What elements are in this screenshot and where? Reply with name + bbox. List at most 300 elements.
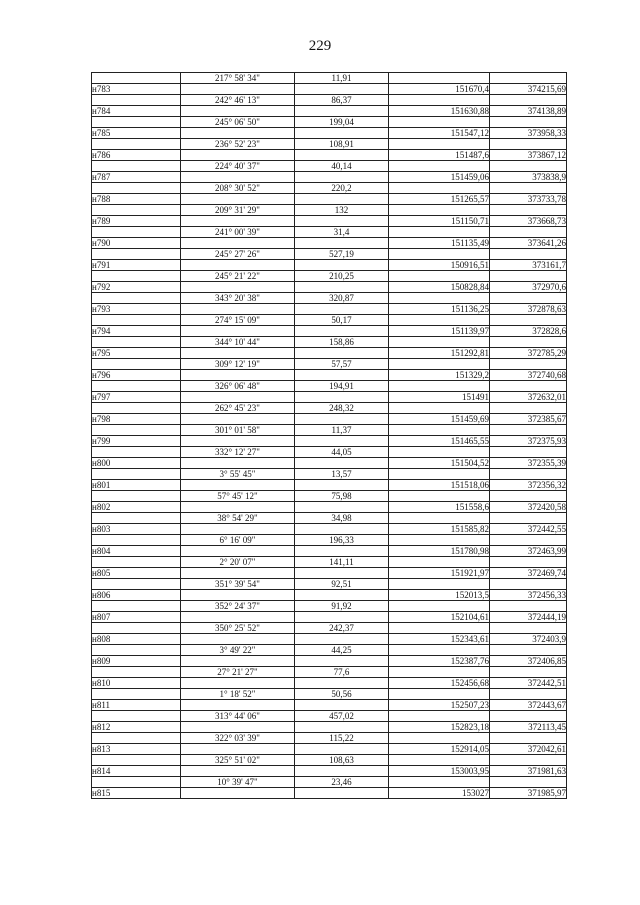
distance-cell xyxy=(295,612,389,623)
angle-cell xyxy=(181,502,295,513)
y-coordinate-cell: 373161,7 xyxy=(490,260,567,271)
angle-cell: 2° 20' 07" xyxy=(181,557,295,568)
distance-cell xyxy=(295,590,389,601)
x-coordinate-cell xyxy=(389,403,490,414)
angle-cell: 1° 18' 52" xyxy=(181,689,295,700)
distance-cell xyxy=(295,172,389,183)
y-coordinate-cell xyxy=(490,425,567,436)
table-row xyxy=(92,700,567,711)
angle-cell: 343° 20' 38" xyxy=(181,293,295,304)
y-coordinate-cell xyxy=(490,557,567,568)
distance-cell xyxy=(295,106,389,117)
distance-cell: 23,46 xyxy=(295,777,389,788)
distance-cell: 44,05 xyxy=(295,447,389,458)
table-row xyxy=(92,150,567,161)
y-coordinate-cell xyxy=(490,689,567,700)
x-coordinate-cell xyxy=(389,535,490,546)
point-cell: н803 xyxy=(92,524,181,535)
table-row xyxy=(92,238,567,249)
point-cell xyxy=(92,249,181,260)
point-cell xyxy=(92,315,181,326)
angle-cell xyxy=(181,634,295,645)
distance-cell xyxy=(295,348,389,359)
y-coordinate-cell xyxy=(490,95,567,106)
point-cell: н784 xyxy=(92,106,181,117)
angle-cell: 245° 27' 26" xyxy=(181,249,295,260)
table-row xyxy=(92,656,567,667)
distance-cell: 320,87 xyxy=(295,293,389,304)
x-coordinate-cell xyxy=(389,139,490,150)
angle-cell xyxy=(181,282,295,293)
angle-cell: 313° 44' 06" xyxy=(181,711,295,722)
angle-cell: 322° 03' 39" xyxy=(181,733,295,744)
x-coordinate-cell xyxy=(389,183,490,194)
table-row xyxy=(92,546,567,557)
distance-cell xyxy=(295,238,389,249)
y-coordinate-cell: 372420,58 xyxy=(490,502,567,513)
x-coordinate-cell: 151921,97 xyxy=(389,568,490,579)
y-coordinate-cell: 372740,68 xyxy=(490,370,567,381)
point-cell: н807 xyxy=(92,612,181,623)
point-cell: н797 xyxy=(92,392,181,403)
point-cell xyxy=(92,557,181,568)
table-row xyxy=(92,678,567,689)
angle-cell xyxy=(181,546,295,557)
point-cell: н785 xyxy=(92,128,181,139)
x-coordinate-cell xyxy=(389,205,490,216)
x-coordinate-cell: 151518,06 xyxy=(389,480,490,491)
table-row xyxy=(92,326,567,337)
x-coordinate-cell: 151265,57 xyxy=(389,194,490,205)
y-coordinate-cell xyxy=(490,117,567,128)
y-coordinate-cell: 372442,51 xyxy=(490,678,567,689)
point-cell: н796 xyxy=(92,370,181,381)
table-row xyxy=(92,249,567,260)
distance-cell: 91,92 xyxy=(295,601,389,612)
distance-cell xyxy=(295,678,389,689)
x-coordinate-cell: 152456,68 xyxy=(389,678,490,689)
x-coordinate-cell xyxy=(389,645,490,656)
angle-cell xyxy=(181,524,295,535)
angle-cell xyxy=(181,106,295,117)
y-coordinate-cell xyxy=(490,777,567,788)
x-coordinate-cell: 152343,61 xyxy=(389,634,490,645)
distance-cell: 34,98 xyxy=(295,513,389,524)
table-row xyxy=(92,282,567,293)
distance-cell xyxy=(295,436,389,447)
x-coordinate-cell xyxy=(389,73,490,84)
distance-cell: 141,11 xyxy=(295,557,389,568)
distance-cell: 44,25 xyxy=(295,645,389,656)
y-coordinate-cell xyxy=(490,271,567,282)
angle-cell: 208° 30' 52" xyxy=(181,183,295,194)
angle-cell xyxy=(181,744,295,755)
table-row xyxy=(92,612,567,623)
angle-cell: 352° 24' 37" xyxy=(181,601,295,612)
x-coordinate-cell: 151135,49 xyxy=(389,238,490,249)
x-coordinate-cell: 152013,5 xyxy=(389,590,490,601)
point-cell xyxy=(92,579,181,590)
angle-cell: 6° 16' 09" xyxy=(181,535,295,546)
point-cell xyxy=(92,381,181,392)
point-cell: н795 xyxy=(92,348,181,359)
angle-cell: 350° 25' 52" xyxy=(181,623,295,634)
point-cell: н792 xyxy=(92,282,181,293)
x-coordinate-cell xyxy=(389,557,490,568)
x-coordinate-cell xyxy=(389,161,490,172)
x-coordinate-cell xyxy=(389,95,490,106)
angle-cell: 245° 06' 50" xyxy=(181,117,295,128)
x-coordinate-cell xyxy=(389,425,490,436)
x-coordinate-cell xyxy=(389,777,490,788)
x-coordinate-cell: 151136,25 xyxy=(389,304,490,315)
angle-cell: 57° 45' 12" xyxy=(181,491,295,502)
distance-cell: 77,6 xyxy=(295,667,389,678)
table-row xyxy=(92,480,567,491)
table-row xyxy=(92,524,567,535)
table-row xyxy=(92,271,567,282)
y-coordinate-cell: 372632,01 xyxy=(490,392,567,403)
x-coordinate-cell xyxy=(389,293,490,304)
x-coordinate-cell xyxy=(389,491,490,502)
x-coordinate-cell: 151465,55 xyxy=(389,436,490,447)
y-coordinate-cell: 373733,78 xyxy=(490,194,567,205)
table-row xyxy=(92,689,567,700)
point-cell xyxy=(92,73,181,84)
distance-cell: 220,2 xyxy=(295,183,389,194)
x-coordinate-cell: 151547,12 xyxy=(389,128,490,139)
y-coordinate-cell xyxy=(490,623,567,634)
point-cell xyxy=(92,293,181,304)
angle-cell: 209° 31' 29" xyxy=(181,205,295,216)
table-row xyxy=(92,722,567,733)
table-row xyxy=(92,590,567,601)
distance-cell xyxy=(295,392,389,403)
x-coordinate-cell: 151504,52 xyxy=(389,458,490,469)
y-coordinate-cell: 373668,73 xyxy=(490,216,567,227)
distance-cell xyxy=(295,370,389,381)
angle-cell xyxy=(181,436,295,447)
distance-cell: 50,56 xyxy=(295,689,389,700)
angle-cell xyxy=(181,788,295,799)
y-coordinate-cell xyxy=(490,359,567,370)
angle-cell: 344° 10' 44" xyxy=(181,337,295,348)
distance-cell: 242,37 xyxy=(295,623,389,634)
x-coordinate-cell: 152914,05 xyxy=(389,744,490,755)
point-cell xyxy=(92,777,181,788)
distance-cell: 11,91 xyxy=(295,73,389,84)
distance-cell xyxy=(295,546,389,557)
angle-cell xyxy=(181,172,295,183)
y-coordinate-cell: 372443,67 xyxy=(490,700,567,711)
angle-cell: 309° 12' 19" xyxy=(181,359,295,370)
point-cell: н801 xyxy=(92,480,181,491)
x-coordinate-cell xyxy=(389,667,490,678)
x-coordinate-cell xyxy=(389,711,490,722)
x-coordinate-cell: 151459,69 xyxy=(389,414,490,425)
table-row xyxy=(92,359,567,370)
table-row xyxy=(92,502,567,513)
x-coordinate-cell xyxy=(389,117,490,128)
distance-cell: 50,17 xyxy=(295,315,389,326)
angle-cell: 224° 40' 37" xyxy=(181,161,295,172)
point-cell xyxy=(92,227,181,238)
distance-cell xyxy=(295,84,389,95)
y-coordinate-cell: 372469,74 xyxy=(490,568,567,579)
x-coordinate-cell: 152823,18 xyxy=(389,722,490,733)
angle-cell xyxy=(181,326,295,337)
y-coordinate-cell: 374215,69 xyxy=(490,84,567,95)
y-coordinate-cell: 373838,9 xyxy=(490,172,567,183)
angle-cell: 301° 01' 58" xyxy=(181,425,295,436)
y-coordinate-cell xyxy=(490,337,567,348)
y-coordinate-cell xyxy=(490,447,567,458)
page-number: 229 xyxy=(308,38,332,54)
table-row xyxy=(92,337,567,348)
distance-cell: 86,37 xyxy=(295,95,389,106)
y-coordinate-cell xyxy=(490,161,567,172)
y-coordinate-cell xyxy=(490,579,567,590)
distance-cell xyxy=(295,788,389,799)
distance-cell: 75,98 xyxy=(295,491,389,502)
distance-cell: 57,57 xyxy=(295,359,389,370)
point-cell: н794 xyxy=(92,326,181,337)
point-cell xyxy=(92,139,181,150)
point-cell xyxy=(92,755,181,766)
table-row xyxy=(92,304,567,315)
angle-cell xyxy=(181,150,295,161)
y-coordinate-cell: 373641,26 xyxy=(490,238,567,249)
distance-cell xyxy=(295,744,389,755)
y-coordinate-cell: 372406,85 xyxy=(490,656,567,667)
table-row xyxy=(92,667,567,678)
y-coordinate-cell: 374138,89 xyxy=(490,106,567,117)
point-cell: н800 xyxy=(92,458,181,469)
table-row xyxy=(92,733,567,744)
angle-cell: 3° 55' 45" xyxy=(181,469,295,480)
table-row xyxy=(92,403,567,414)
point-cell xyxy=(92,513,181,524)
point-cell: н813 xyxy=(92,744,181,755)
point-cell xyxy=(92,689,181,700)
angle-cell xyxy=(181,656,295,667)
angle-cell: 236° 52' 23" xyxy=(181,139,295,150)
point-cell: н786 xyxy=(92,150,181,161)
table-row xyxy=(92,216,567,227)
table-row xyxy=(92,95,567,106)
table-row xyxy=(92,183,567,194)
x-coordinate-cell: 151558,6 xyxy=(389,502,490,513)
y-coordinate-cell: 373958,33 xyxy=(490,128,567,139)
table-row xyxy=(92,491,567,502)
y-coordinate-cell xyxy=(490,513,567,524)
table-row xyxy=(92,579,567,590)
table-row xyxy=(92,205,567,216)
angle-cell xyxy=(181,766,295,777)
table-row xyxy=(92,777,567,788)
y-coordinate-cell xyxy=(490,711,567,722)
x-coordinate-cell: 151329,2 xyxy=(389,370,490,381)
point-cell: н788 xyxy=(92,194,181,205)
table-row xyxy=(92,645,567,656)
distance-cell xyxy=(295,326,389,337)
point-cell: н814 xyxy=(92,766,181,777)
angle-cell: 332° 12' 27" xyxy=(181,447,295,458)
angle-cell xyxy=(181,84,295,95)
x-coordinate-cell: 153027 xyxy=(389,788,490,799)
table-row xyxy=(92,634,567,645)
point-cell xyxy=(92,337,181,348)
point-cell xyxy=(92,425,181,436)
distance-cell: 108,91 xyxy=(295,139,389,150)
x-coordinate-cell xyxy=(389,601,490,612)
distance-cell: 115,22 xyxy=(295,733,389,744)
x-coordinate-cell: 151670,4 xyxy=(389,84,490,95)
distance-cell: 194,91 xyxy=(295,381,389,392)
point-cell: н802 xyxy=(92,502,181,513)
point-cell xyxy=(92,469,181,480)
point-cell: н789 xyxy=(92,216,181,227)
point-cell xyxy=(92,601,181,612)
distance-cell: 11,37 xyxy=(295,425,389,436)
y-coordinate-cell: 373867,12 xyxy=(490,150,567,161)
distance-cell xyxy=(295,524,389,535)
point-cell: н809 xyxy=(92,656,181,667)
distance-cell: 199,04 xyxy=(295,117,389,128)
point-cell xyxy=(92,95,181,106)
table-row xyxy=(92,436,567,447)
table-row xyxy=(92,128,567,139)
point-cell: н811 xyxy=(92,700,181,711)
angle-cell xyxy=(181,458,295,469)
point-cell: н810 xyxy=(92,678,181,689)
y-coordinate-cell: 371981,63 xyxy=(490,766,567,777)
x-coordinate-cell: 153003,95 xyxy=(389,766,490,777)
x-coordinate-cell: 151150,71 xyxy=(389,216,490,227)
x-coordinate-cell xyxy=(389,381,490,392)
x-coordinate-cell: 151630,88 xyxy=(389,106,490,117)
table-row xyxy=(92,469,567,480)
distance-cell: 196,33 xyxy=(295,535,389,546)
point-cell: н806 xyxy=(92,590,181,601)
angle-cell xyxy=(181,194,295,205)
distance-cell xyxy=(295,722,389,733)
x-coordinate-cell xyxy=(389,755,490,766)
point-cell xyxy=(92,623,181,634)
point-cell xyxy=(92,403,181,414)
distance-cell xyxy=(295,282,389,293)
y-coordinate-cell xyxy=(490,469,567,480)
x-coordinate-cell xyxy=(389,689,490,700)
table-row xyxy=(92,766,567,777)
point-cell: н793 xyxy=(92,304,181,315)
y-coordinate-cell: 372785,29 xyxy=(490,348,567,359)
table-row xyxy=(92,73,567,84)
point-cell: н798 xyxy=(92,414,181,425)
point-cell xyxy=(92,535,181,546)
y-coordinate-cell xyxy=(490,535,567,546)
angle-cell: 351° 39' 54" xyxy=(181,579,295,590)
angle-cell xyxy=(181,612,295,623)
table-row xyxy=(92,458,567,469)
point-cell xyxy=(92,733,181,744)
distance-cell xyxy=(295,700,389,711)
distance-cell xyxy=(295,304,389,315)
table-row xyxy=(92,535,567,546)
point-cell: н790 xyxy=(92,238,181,249)
y-coordinate-cell xyxy=(490,403,567,414)
x-coordinate-cell xyxy=(389,271,490,282)
angle-cell xyxy=(181,128,295,139)
x-coordinate-cell xyxy=(389,359,490,370)
distance-cell xyxy=(295,260,389,271)
x-coordinate-cell xyxy=(389,315,490,326)
x-coordinate-cell: 151459,06 xyxy=(389,172,490,183)
point-cell xyxy=(92,491,181,502)
x-coordinate-cell xyxy=(389,469,490,480)
table-row xyxy=(92,370,567,381)
angle-cell xyxy=(181,480,295,491)
table-row xyxy=(92,447,567,458)
table-row xyxy=(92,315,567,326)
table-row xyxy=(92,194,567,205)
table-row xyxy=(92,711,567,722)
angle-cell: 274° 15' 09" xyxy=(181,315,295,326)
distance-cell xyxy=(295,194,389,205)
table-body xyxy=(92,73,567,799)
point-cell xyxy=(92,447,181,458)
table-row xyxy=(92,161,567,172)
table-row xyxy=(92,381,567,392)
point-cell xyxy=(92,271,181,282)
x-coordinate-cell xyxy=(389,579,490,590)
x-coordinate-cell: 151491 xyxy=(389,392,490,403)
table-row xyxy=(92,568,567,579)
distance-cell: 108,63 xyxy=(295,755,389,766)
x-coordinate-cell xyxy=(389,337,490,348)
angle-cell xyxy=(181,260,295,271)
point-cell xyxy=(92,359,181,370)
y-coordinate-cell: 372878,63 xyxy=(490,304,567,315)
angle-cell xyxy=(181,392,295,403)
point-cell: н799 xyxy=(92,436,181,447)
angle-cell xyxy=(181,568,295,579)
angle-cell xyxy=(181,678,295,689)
point-cell: н787 xyxy=(92,172,181,183)
distance-cell: 527,19 xyxy=(295,249,389,260)
table-row xyxy=(92,117,567,128)
point-cell: н812 xyxy=(92,722,181,733)
x-coordinate-cell: 152104,61 xyxy=(389,612,490,623)
y-coordinate-cell xyxy=(490,205,567,216)
point-cell: н804 xyxy=(92,546,181,557)
y-coordinate-cell xyxy=(490,293,567,304)
angle-cell: 10° 39' 47" xyxy=(181,777,295,788)
distance-cell xyxy=(295,414,389,425)
y-coordinate-cell xyxy=(490,139,567,150)
distance-cell: 457,02 xyxy=(295,711,389,722)
distance-cell xyxy=(295,216,389,227)
distance-cell: 31,4 xyxy=(295,227,389,238)
y-coordinate-cell xyxy=(490,73,567,84)
distance-cell: 132 xyxy=(295,205,389,216)
point-cell: н791 xyxy=(92,260,181,271)
distance-cell: 158,86 xyxy=(295,337,389,348)
y-coordinate-cell: 372828,6 xyxy=(490,326,567,337)
angle-cell: 326° 06' 48" xyxy=(181,381,295,392)
point-cell: н815 xyxy=(92,788,181,799)
angle-cell: 262° 45' 23" xyxy=(181,403,295,414)
